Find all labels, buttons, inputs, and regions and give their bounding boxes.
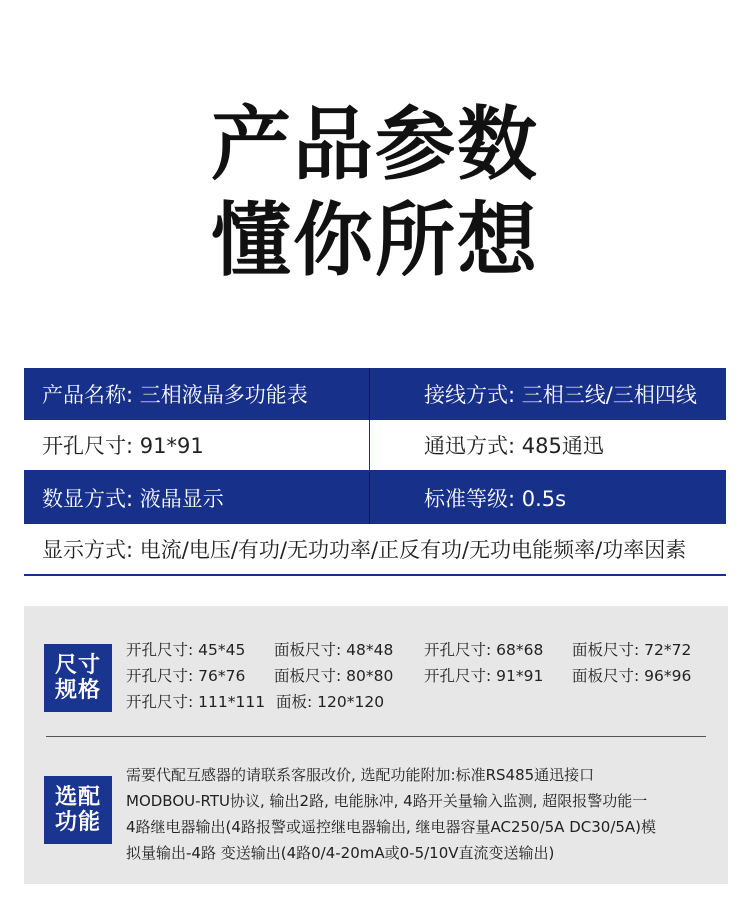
- size-item: 开孔尺寸: 111*111: [126, 693, 266, 711]
- spec-comm: 通迅方式: 485通迅: [424, 434, 604, 458]
- spec-cutout: 开孔尺寸: 91*91: [24, 420, 370, 470]
- spec-row: [24, 420, 726, 472]
- size-item: 面板尺寸: 72*72: [572, 641, 692, 659]
- size-badge: [44, 644, 112, 712]
- size-item: 面板尺寸: 80*80: [274, 667, 394, 685]
- size-item: 开孔尺寸: 76*76: [126, 667, 246, 685]
- spec-row: [24, 368, 726, 420]
- options-line: 4路继电器输出(4路报警或遥控继电器输出, 继电器容量AC250/5A DC30/5A)模: [126, 818, 657, 836]
- spec-product-name: 产品名称: 三相液晶多功能表: [24, 368, 370, 420]
- spec-wiring: 接线方式: 三相三线/三相四线: [424, 383, 697, 407]
- options-badge-line2: 功能: [54, 810, 101, 835]
- size-badge-line2: 规格: [54, 678, 101, 703]
- size-item: 面板: 120*120: [276, 693, 385, 711]
- options-text: [126, 762, 722, 866]
- size-item: 面板尺寸: 48*48: [274, 641, 394, 659]
- spec-display-mode: 数显方式: 液晶显示: [24, 472, 370, 524]
- spec-row: [24, 524, 726, 576]
- size-item: 面板尺寸: 96*96: [572, 667, 692, 685]
- size-item: 开孔尺寸: 91*91: [424, 667, 544, 685]
- size-item: 开孔尺寸: 45*45: [126, 641, 246, 659]
- options-badge-line1: 选配: [54, 785, 101, 810]
- spec-display-content: 显示方式: 电流/电压/有功/无功功率/正反有功/无功电能频率/功率因素: [42, 538, 687, 562]
- options-line: 拟量输出-4路 变送输出(4路0/4-20mA或0-5/10V直流变送输出): [126, 844, 555, 862]
- spec-row: [24, 472, 726, 524]
- page-subtitle: 懂你所想: [211, 194, 539, 287]
- size-badge-line1: 尺寸: [54, 653, 101, 678]
- options-badge: [44, 776, 112, 844]
- options-line: MODBOU-RTU协议, 输出2路, 电能脉冲, 4路开关量输入监测, 超限报警功能一: [126, 792, 648, 810]
- options-line: 需要代配互感器的请联系客服改价, 选配功能附加:标准RS485通迅接口: [126, 766, 595, 784]
- detail-panel: [24, 606, 728, 884]
- section-divider: [46, 736, 706, 737]
- spec-grade: 标准等级: 0.5s: [424, 487, 567, 511]
- size-item: 开孔尺寸: 68*68: [424, 641, 544, 659]
- spec-table: [24, 368, 726, 576]
- page-title: 产品参数: [211, 98, 539, 191]
